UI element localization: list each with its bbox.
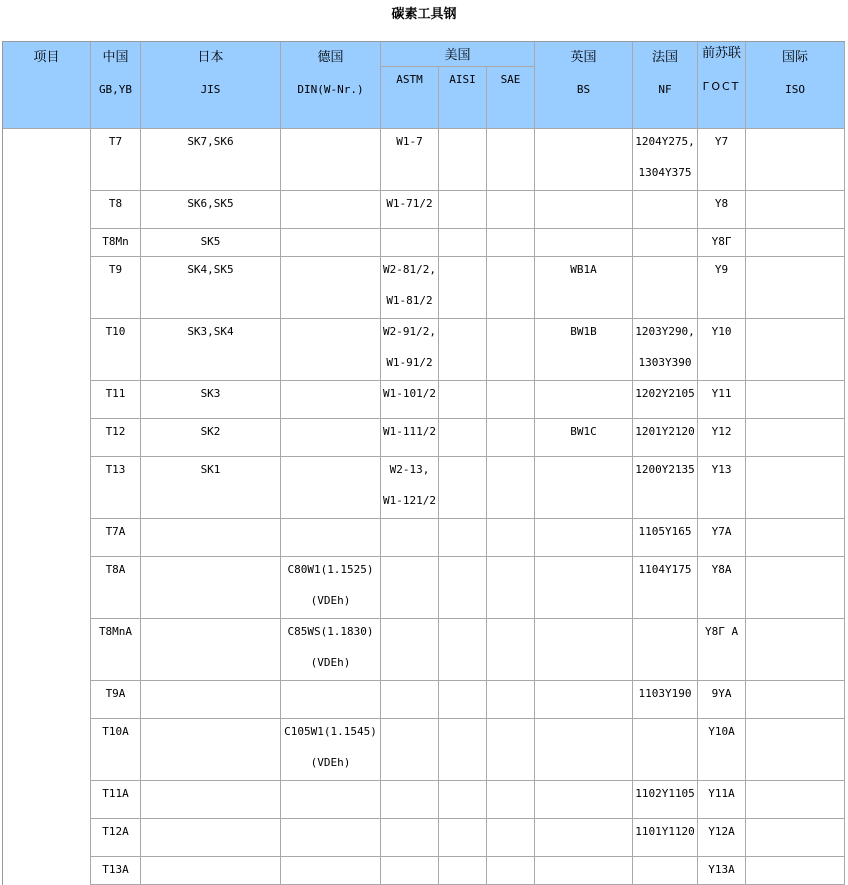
- cell-sae: [487, 419, 535, 457]
- cell-astm: [381, 619, 439, 681]
- cell-astm: [381, 519, 439, 557]
- header-germany: 德国 DIN(W-Nr.): [281, 42, 381, 129]
- cell-iso: [746, 781, 845, 819]
- cell-sae: [487, 191, 535, 229]
- cell-iso: [746, 319, 845, 381]
- cell-astm: W2-81/2, W1-81/2: [381, 257, 439, 319]
- cell-nf: 1105Y165: [633, 519, 698, 557]
- item-column-cell: [3, 129, 91, 885]
- cell-gost: Y8A: [698, 557, 746, 619]
- cell-gb: T8: [91, 191, 141, 229]
- cell-aisi: [439, 557, 487, 619]
- cell-nf: 1202Y2105: [633, 381, 698, 419]
- cell-nf: 1203Y290, 1303Y390: [633, 319, 698, 381]
- cell-jis: [141, 857, 281, 885]
- cell-iso: [746, 719, 845, 781]
- cell-bs: [535, 619, 633, 681]
- cell-iso: [746, 819, 845, 857]
- cell-astm: [381, 857, 439, 885]
- cell-gb: T13: [91, 457, 141, 519]
- table-row: [3, 129, 845, 191]
- cell-din: C105W1(1.1545) (VDEh): [281, 719, 381, 781]
- cell-gb: T12: [91, 419, 141, 457]
- cell-bs: [535, 819, 633, 857]
- cell-din: [281, 857, 381, 885]
- cell-din: [281, 519, 381, 557]
- cell-astm: [381, 229, 439, 257]
- cell-iso: [746, 381, 845, 419]
- table-row: [3, 619, 845, 681]
- page-title: 碳素工具钢: [391, 7, 457, 22]
- cell-sae: [487, 229, 535, 257]
- cell-astm: [381, 719, 439, 781]
- cell-gost: 9YA: [698, 681, 746, 719]
- cell-gb: T10A: [91, 719, 141, 781]
- cell-aisi: [439, 819, 487, 857]
- cell-aisi: [439, 319, 487, 381]
- table-header: [3, 42, 845, 129]
- steel-grade-table: [2, 41, 845, 885]
- cell-din: [281, 381, 381, 419]
- cell-nf: 1104Y175: [633, 557, 698, 619]
- cell-jis: SK2: [141, 419, 281, 457]
- table-row: [3, 229, 845, 257]
- cell-nf: 1200Y2135: [633, 457, 698, 519]
- cell-iso: [746, 557, 845, 619]
- cell-sae: [487, 681, 535, 719]
- cell-gb: T12A: [91, 819, 141, 857]
- cell-astm: [381, 781, 439, 819]
- cell-jis: [141, 819, 281, 857]
- cell-sae: [487, 319, 535, 381]
- cell-din: [281, 319, 381, 381]
- header-astm: ASTM: [381, 67, 439, 129]
- cell-sae: [487, 819, 535, 857]
- cell-astm: [381, 681, 439, 719]
- cell-gb: T9A: [91, 681, 141, 719]
- cell-astm: W1-71/2: [381, 191, 439, 229]
- cell-sae: [487, 257, 535, 319]
- cell-bs: [535, 857, 633, 885]
- cell-gost: Y8Г A: [698, 619, 746, 681]
- cell-gost: Y10: [698, 319, 746, 381]
- cell-jis: SK3: [141, 381, 281, 419]
- cell-bs: [535, 191, 633, 229]
- table-row: [3, 191, 845, 229]
- cell-aisi: [439, 129, 487, 191]
- cell-jis: SK5: [141, 229, 281, 257]
- cell-nf: 1101Y1120: [633, 819, 698, 857]
- table-row: [3, 519, 845, 557]
- header-ussr: 前苏联 ГОСТ: [698, 42, 746, 129]
- cell-din: [281, 257, 381, 319]
- cell-gb: T8A: [91, 557, 141, 619]
- cell-aisi: [439, 381, 487, 419]
- cell-sae: [487, 129, 535, 191]
- cell-astm: W1-111/2: [381, 419, 439, 457]
- cell-gb: T7: [91, 129, 141, 191]
- cell-gb: T9: [91, 257, 141, 319]
- cell-iso: [746, 191, 845, 229]
- cell-sae: [487, 381, 535, 419]
- header-uk: 英国 BS: [535, 42, 633, 129]
- cell-sae: [487, 457, 535, 519]
- cell-iso: [746, 681, 845, 719]
- table-row: [3, 457, 845, 519]
- cell-din: [281, 191, 381, 229]
- cell-bs: [535, 557, 633, 619]
- cell-aisi: [439, 857, 487, 885]
- cell-iso: [746, 519, 845, 557]
- header-intl: 国际 ISO: [746, 42, 845, 129]
- cell-aisi: [439, 719, 487, 781]
- cell-nf: [633, 229, 698, 257]
- cell-gost: Y11A: [698, 781, 746, 819]
- cell-bs: [535, 781, 633, 819]
- cell-bs: WB1A: [535, 257, 633, 319]
- cell-din: [281, 819, 381, 857]
- cell-gost: Y8: [698, 191, 746, 229]
- cell-aisi: [439, 257, 487, 319]
- cell-astm: W1-7: [381, 129, 439, 191]
- cell-gost: Y13: [698, 457, 746, 519]
- header-japan: 日本 JIS: [141, 42, 281, 129]
- cell-din: [281, 781, 381, 819]
- cell-iso: [746, 619, 845, 681]
- cell-gb: T10: [91, 319, 141, 381]
- table-row: [3, 319, 845, 381]
- header-aisi: AISI: [439, 67, 487, 129]
- cell-jis: [141, 557, 281, 619]
- cell-astm: W2-91/2, W1-91/2: [381, 319, 439, 381]
- cell-astm: [381, 557, 439, 619]
- cell-sae: [487, 857, 535, 885]
- header-china: 中国 GB,YB: [91, 42, 141, 129]
- cell-aisi: [439, 519, 487, 557]
- cell-astm: W2-13, W1-121/2: [381, 457, 439, 519]
- cell-astm: W1-101/2: [381, 381, 439, 419]
- cell-nf: [633, 719, 698, 781]
- header-france: 法国 NF: [633, 42, 698, 129]
- cell-gost: Y7A: [698, 519, 746, 557]
- cell-gb: T8MnA: [91, 619, 141, 681]
- cell-nf: [633, 619, 698, 681]
- cell-bs: [535, 129, 633, 191]
- cell-gost: Y13A: [698, 857, 746, 885]
- cell-gb: T8Mn: [91, 229, 141, 257]
- cell-nf: 1204Y275, 1304Y375: [633, 129, 698, 191]
- cell-sae: [487, 519, 535, 557]
- cell-aisi: [439, 419, 487, 457]
- table-row: [3, 857, 845, 885]
- cell-gost: Y9: [698, 257, 746, 319]
- cell-iso: [746, 857, 845, 885]
- cell-iso: [746, 457, 845, 519]
- cell-sae: [487, 619, 535, 681]
- cell-aisi: [439, 619, 487, 681]
- cell-din: [281, 681, 381, 719]
- cell-jis: SK3,SK4: [141, 319, 281, 381]
- cell-sae: [487, 781, 535, 819]
- cell-jis: [141, 781, 281, 819]
- header-sae: SAE: [487, 67, 535, 129]
- header-item: 项目: [3, 42, 91, 129]
- cell-nf: 1103Y190: [633, 681, 698, 719]
- table-row: [3, 819, 845, 857]
- cell-jis: [141, 681, 281, 719]
- cell-din: C85WS(1.1830) (VDEh): [281, 619, 381, 681]
- table-row: [3, 681, 845, 719]
- cell-sae: [487, 719, 535, 781]
- cell-iso: [746, 257, 845, 319]
- table-row: [3, 257, 845, 319]
- cell-iso: [746, 129, 845, 191]
- cell-bs: BW1C: [535, 419, 633, 457]
- table-row: [3, 719, 845, 781]
- table-row: [3, 557, 845, 619]
- cell-gost: Y12A: [698, 819, 746, 857]
- cell-bs: BW1B: [535, 319, 633, 381]
- cell-gb: T11: [91, 381, 141, 419]
- cell-sae: [487, 557, 535, 619]
- cell-aisi: [439, 191, 487, 229]
- cell-astm: [381, 819, 439, 857]
- table-row: [3, 781, 845, 819]
- table-body: [3, 129, 845, 885]
- cell-jis: SK6,SK5: [141, 191, 281, 229]
- cell-jis: [141, 519, 281, 557]
- cell-bs: [535, 457, 633, 519]
- cell-aisi: [439, 781, 487, 819]
- cell-jis: SK1: [141, 457, 281, 519]
- cell-din: [281, 129, 381, 191]
- cell-bs: [535, 229, 633, 257]
- cell-bs: [535, 519, 633, 557]
- cell-gb: T13A: [91, 857, 141, 885]
- cell-bs: [535, 719, 633, 781]
- cell-nf: [633, 257, 698, 319]
- cell-gb: T11A: [91, 781, 141, 819]
- cell-aisi: [439, 681, 487, 719]
- cell-aisi: [439, 457, 487, 519]
- table-row: [3, 381, 845, 419]
- cell-bs: [535, 681, 633, 719]
- header-usa: 美国: [381, 42, 535, 67]
- cell-gost: Y8Г: [698, 229, 746, 257]
- cell-din: [281, 419, 381, 457]
- table-row: [3, 419, 845, 457]
- cell-gb: T7A: [91, 519, 141, 557]
- cell-din: [281, 229, 381, 257]
- cell-nf: [633, 191, 698, 229]
- cell-bs: [535, 381, 633, 419]
- cell-nf: 1201Y2120: [633, 419, 698, 457]
- cell-gost: Y12: [698, 419, 746, 457]
- cell-gost: Y7: [698, 129, 746, 191]
- cell-din: [281, 457, 381, 519]
- cell-jis: [141, 719, 281, 781]
- cell-din: C80W1(1.1525) (VDEh): [281, 557, 381, 619]
- cell-jis: SK7,SK6: [141, 129, 281, 191]
- cell-gost: Y10A: [698, 719, 746, 781]
- cell-aisi: [439, 229, 487, 257]
- cell-nf: [633, 857, 698, 885]
- cell-jis: [141, 619, 281, 681]
- cell-jis: SK4,SK5: [141, 257, 281, 319]
- cell-nf: 1102Y1105: [633, 781, 698, 819]
- cell-gost: Y11: [698, 381, 746, 419]
- cell-iso: [746, 229, 845, 257]
- cell-iso: [746, 419, 845, 457]
